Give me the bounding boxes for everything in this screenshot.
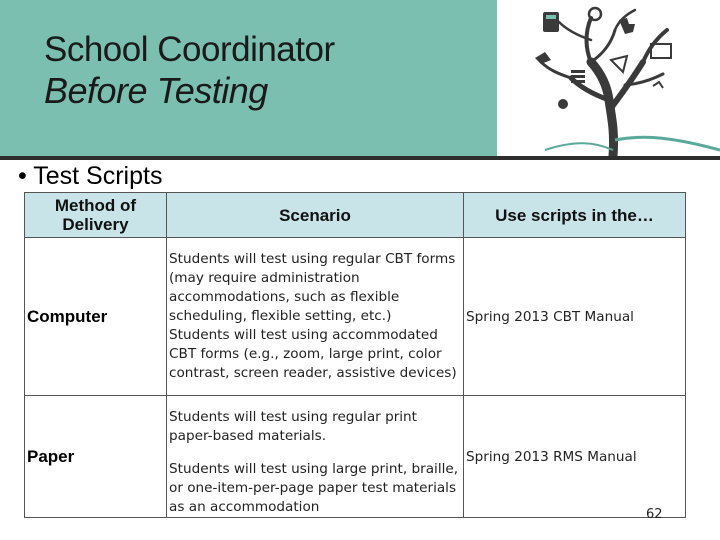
slide-title: School Coordinator bbox=[44, 30, 335, 69]
scripts-cbt-manual: Spring 2013 CBT Manual bbox=[464, 238, 686, 396]
education-tree-icon bbox=[515, 0, 720, 156]
table-row bbox=[25, 396, 686, 518]
bullet-test-scripts: • Test Scripts bbox=[18, 162, 163, 190]
scenario-text: Students will test using large print, braille, or one-item-per-page paper test materials as an accommodation bbox=[169, 461, 459, 515]
slide-header bbox=[0, 0, 720, 156]
scenario-text: Students will test using regular CBT forms (may require administration accommodations, such as flexible scheduling, flexible setting, etc.) bbox=[169, 251, 456, 324]
scenario-text: Students will test using regular print paper-based materials. bbox=[169, 409, 418, 444]
method-computer: Computer bbox=[25, 238, 167, 396]
header-method: Method of Delivery bbox=[25, 193, 167, 238]
scenario-cell bbox=[167, 238, 464, 396]
scenario-cell bbox=[167, 396, 464, 518]
scenario-gap bbox=[169, 446, 461, 460]
header-divider bbox=[0, 156, 720, 160]
method-paper: Paper bbox=[25, 396, 167, 518]
scenario-text: Students will test using accommodated CBT forms (e.g., zoom, large print, color contrast, screen reader, assistive devices) bbox=[169, 327, 457, 381]
table-header-row bbox=[25, 193, 686, 238]
page-number: 62 bbox=[646, 507, 663, 522]
scripts-table bbox=[24, 192, 686, 518]
slide-subtitle: Before Testing bbox=[44, 70, 268, 111]
header-use-scripts: Use scripts in the… bbox=[464, 193, 686, 238]
scripts-rms-manual: Spring 2013 RMS Manual bbox=[464, 396, 686, 518]
header-scenario: Scenario bbox=[167, 193, 464, 238]
table-row bbox=[25, 238, 686, 396]
